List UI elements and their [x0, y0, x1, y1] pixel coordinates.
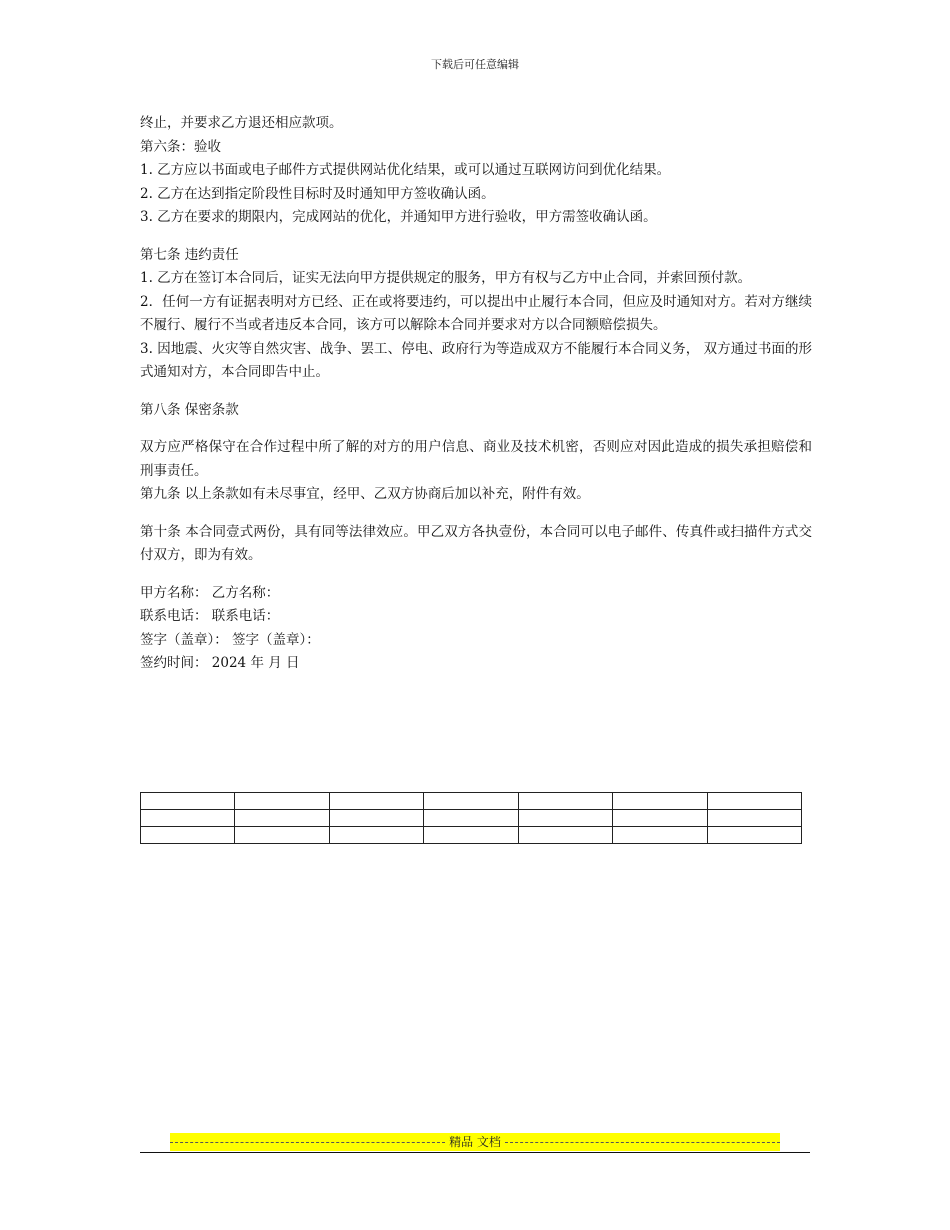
paragraph-6-1: 1. 乙方应以书面或电子邮件方式提供网站优化结果，或可以通过互联网访问到优化结果。 — [140, 162, 671, 178]
table-cell — [424, 810, 518, 827]
table-cell — [707, 827, 801, 844]
table-cell — [235, 827, 329, 844]
spacer — [140, 568, 812, 582]
table-cell — [707, 793, 801, 810]
spacer — [140, 230, 812, 244]
footer-dash-left — [170, 1142, 445, 1143]
signature-block — [140, 582, 812, 676]
table-cell — [707, 810, 801, 827]
table-cell — [518, 793, 612, 810]
spacer — [140, 422, 812, 436]
table-row — [141, 827, 802, 844]
paragraph-article-10: 第十条 本合同壹式两份，具有同等法律效应。甲乙双方各执壹份，本合同可以电子邮件、传真件或扫描件方式交付双方，即为有效。 — [140, 523, 812, 563]
footer-dash-right — [505, 1142, 780, 1143]
table-cell — [235, 793, 329, 810]
table-cell — [424, 793, 518, 810]
paragraph-8: 双方应严格保守在合作过程中所了解的对方的用户信息、商业及技术机密，否则应对因此造成的损失承担赔偿和刑事责任。 — [140, 439, 812, 479]
paragraph-7-2: 2．任何一方有证据表明对方已经、正在或将要违约，可以提出中止履行本合同，但应及时通知对方。若对方继续不履行、履行不当或者违反本合同，该方可以解除本合同并要求对方以合同额赔偿损失。 — [140, 293, 812, 333]
signature-party-names: 甲方名称： 乙方名称： — [140, 584, 280, 601]
table-cell — [329, 810, 423, 827]
signature-seals: 签字（盖章）： 签字（盖章）： — [140, 631, 320, 648]
table-cell — [329, 793, 423, 810]
table-cell — [424, 827, 518, 844]
table-row — [141, 810, 802, 827]
contract-body — [140, 112, 812, 676]
heading-article-6: 第六条：验收 — [140, 138, 221, 155]
spacer — [140, 385, 812, 399]
footer-banner — [170, 1133, 780, 1151]
table-cell — [329, 827, 423, 844]
table-cell — [141, 810, 235, 827]
signature-date: 签约时间： 2024 年 月 日 — [140, 655, 300, 671]
table-cell — [613, 827, 707, 844]
paragraph-6-2: 2. 乙方在达到指定阶段性目标时及时通知甲方签收确认函。 — [140, 185, 495, 202]
spacer — [140, 507, 812, 521]
table-cell — [518, 810, 612, 827]
paragraph-article-9: 第九条 以上条款如有未尽事宜，经甲、乙双方协商后加以补充，附件有效。 — [140, 486, 590, 502]
table-cell — [613, 810, 707, 827]
footer-text: 精品 文档 — [449, 1135, 501, 1149]
heading-article-7: 第七条 违约责任 — [140, 246, 239, 263]
footer-rule — [140, 1152, 810, 1153]
paragraph-termination: 终止，并要求乙方退还相应款项。 — [140, 115, 343, 131]
table-cell — [518, 827, 612, 844]
table-cell — [141, 827, 235, 844]
signature-phones: 联系电话： 联系电话： — [140, 608, 280, 624]
table-row — [141, 793, 802, 810]
paragraph-7-3: 3. 因地震、火灾等自然灾害、战争、罢工、停电、政府行为等造成双方不能履行本合同义务， 双方通过书面的形式通知对方，本合同即告中止。 — [140, 340, 812, 380]
blank-table — [140, 792, 802, 844]
heading-article-8: 第八条 保密条款 — [140, 401, 239, 418]
table-cell — [613, 793, 707, 810]
paragraph-7-1: 1. 乙方在签订本合同后，证实无法向甲方提供规定的服务，甲方有权与乙方中止合同，并索回预付款。 — [140, 270, 752, 286]
table-cell — [235, 810, 329, 827]
paragraph-6-3: 3. 乙方在要求的期限内，完成网站的优化，并通知甲方进行验收，甲方需签收确认函。 — [140, 209, 657, 225]
table-cell — [141, 793, 235, 810]
page-header: 下载后可任意编辑 — [431, 58, 519, 71]
